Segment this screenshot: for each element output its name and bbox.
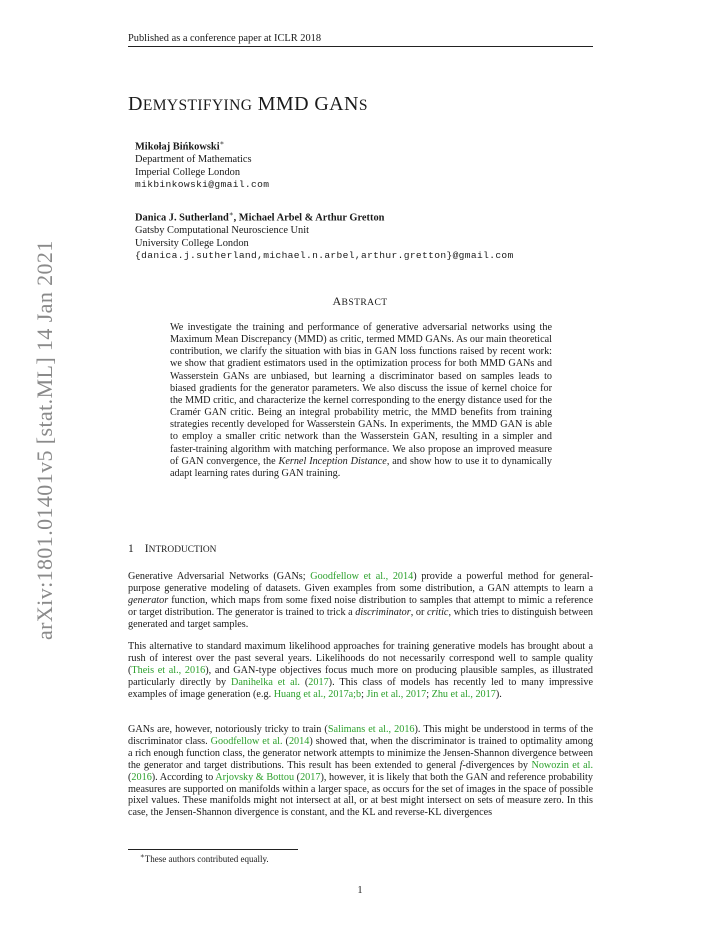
author-name: Danica J. Sutherland xyxy=(135,212,229,224)
abstract-heading-initial: A xyxy=(332,294,342,308)
citation-link[interactable]: Salimans et al., 2016 xyxy=(327,724,415,735)
author-footnote-mark: ∗ xyxy=(219,139,225,147)
citation-link[interactable]: Huang et al., 2017a;b xyxy=(273,688,362,700)
text-span: ( xyxy=(294,771,301,783)
author-affiliation: Imperial College London xyxy=(135,166,241,178)
author-email: mikbinkowski@gmail.com xyxy=(135,179,270,191)
text-span: function, which maps from some fixed noise distribution to samples that attempt to mimic a reference or target distribution. The generator is trained to trick a xyxy=(128,594,593,618)
intro-paragraph-2 xyxy=(128,641,593,701)
footnote-text: These authors contributed equally. xyxy=(144,854,269,864)
citation-link[interactable]: Danihelka et al. xyxy=(231,676,300,688)
title-smallcaps: EMYSTIFYING xyxy=(142,97,253,114)
italic-term: critic xyxy=(426,606,449,618)
citation-link[interactable]: Nowozin et al. xyxy=(531,759,594,771)
author-footnote-mark: ∗ xyxy=(228,210,234,218)
text-span: This alternative to standard maximum likelihood approaches for training generative models has brought about a rush of interest over the past several years. Likelihoods do not necessarily correspond well to sample quality ( xyxy=(128,641,593,676)
paper-title xyxy=(128,93,368,116)
text-span: -divergences by xyxy=(462,759,532,771)
citation-link[interactable]: Zhu et al., 2017 xyxy=(431,688,496,700)
abstract-heading xyxy=(0,294,720,309)
author-email: {danica.j.sutherland,michael.n.arbel,arthur.gretton}@gmail.com xyxy=(135,250,514,262)
footnote xyxy=(140,852,269,864)
author-names-rest: , Michael Arbel & Arthur Gretton xyxy=(233,212,385,224)
text-span: ), and GAN-type objectives focus much more on producing plausible samples, as illustrated particularly directly by xyxy=(128,664,593,688)
abstract-main: We investigate the training and performance of generative adversarial networks using the Maximum Mean Discrepancy (MMD) as critic, termed MMD GANs. As our main theoretical contribution, we clarify the situation with bias in GAN loss functions raised by recent work: we show that gradient estimators used in the optimization process for both MMD GANs and Wasserstein GANs are unbiased, but learning a discriminator based on samples leads to biased gradients for the generator parameters. We also discuss the issue of kernel choice for the MMD critic, and characterize the kernel corresponding to the energy distance used for the Cramér GAN critic. Being an integral probability metric, the MMD benefits from training strategies recently developed for Wasserstein GANs. In experiments, the MMD GAN is able to employ a smaller critic network than the Wasserstein GAN, resulting in a simpler and faster-training algorithm with matching performance. We also propose an improved measure of GAN convergence, the xyxy=(170,322,552,467)
text-span: ( xyxy=(128,771,132,783)
citation-link[interactable]: 2014 xyxy=(288,735,310,747)
title-tail: S xyxy=(358,97,368,114)
section-heading-rest: NTRODUCTION xyxy=(148,545,217,555)
text-span: ; xyxy=(426,688,432,700)
intro-paragraph-3 xyxy=(128,724,593,819)
text-span: ) showed that, when the discriminator is trained to optimality among a rich enough function class, the generator network attempts to minimize the Jensen-Shannon divergence between the generator and target distributions. This result has been extended to general xyxy=(128,735,593,771)
text-span: ). This might be understood in terms of the discriminator class. xyxy=(128,724,593,747)
author-name: Mikołaj Bińkowski xyxy=(135,141,220,153)
text-span: ( xyxy=(299,676,309,688)
citation-link[interactable]: Theis et al., 2016 xyxy=(131,664,206,676)
author-affiliation: Gatsby Computational Neuroscience Unit xyxy=(135,225,310,237)
footnote-mark: ∗ xyxy=(140,852,145,860)
citation-link[interactable]: 2017 xyxy=(300,771,321,783)
abstract-end: , and show how to use it to dynamically adapt learning rates during GAN training. xyxy=(170,455,552,479)
text-span: Generative Adversarial Networks (GANs; xyxy=(128,571,311,582)
text-span: ; xyxy=(361,688,367,700)
text-span: ), however, it is likely that both the GAN and reference probability measures are supported on manifolds within a larger space, as occurs for the set of images in the space of possible pixel values. These manifolds might not intersect at all, or at best might intersect on sets of measure zero. In this case, the Jensen-Shannon divergence is constant, and the KL and reverse-KL divergences xyxy=(128,771,593,819)
text-span: ) provide a powerful method for general-purpose generative modeling of datasets. Given examples from some distribution, a GAN attempts to learn a xyxy=(128,571,593,594)
intro-paragraph-1 xyxy=(128,571,593,631)
citation-link[interactable]: 2016 xyxy=(131,771,152,783)
section-heading-initial: I xyxy=(144,542,149,555)
italic-term: discriminator xyxy=(355,606,411,618)
section-number: 1 xyxy=(128,542,134,555)
text-span: ). This class of models has recently led to many impressive examples of image generation (e.g. xyxy=(128,676,593,700)
citation-link[interactable]: Arjovsky & Bottou xyxy=(215,771,295,783)
abstract-italic-term: Kernel Inception Distance xyxy=(278,455,387,467)
abstract-text xyxy=(170,322,552,480)
page-number: 1 xyxy=(357,885,363,896)
italic-term: generator xyxy=(128,594,169,606)
author-block-2 xyxy=(135,208,514,263)
text-span: , which tries to distinguish between generated and target samples. xyxy=(128,606,593,630)
title-mmd-gan: MMD GAN xyxy=(252,93,359,115)
section-heading-introduction xyxy=(128,542,216,555)
running-header: Published as a conference paper at ICLR 2018 xyxy=(128,33,593,47)
text-span: ( xyxy=(282,735,289,747)
author-block-1 xyxy=(135,137,269,192)
text-span: GANs are, however, notoriously tricky to train ( xyxy=(128,724,328,735)
title-initial: D xyxy=(128,93,143,115)
text-span: ). According to xyxy=(151,771,216,783)
author-affiliation: Department of Mathematics xyxy=(135,154,252,166)
citation-link[interactable]: Jin et al., 2017 xyxy=(366,688,427,700)
citation-link[interactable]: Goodfellow et al., 2014 xyxy=(310,571,414,582)
footnote-divider xyxy=(128,849,298,850)
italic-term: f xyxy=(459,759,463,771)
citation-link[interactable]: 2017 xyxy=(308,676,329,688)
citation-link[interactable]: Goodfellow et al. xyxy=(210,735,283,747)
arxiv-identifier[interactable]: arXiv:1801.01401v5 [stat.ML] 14 Jan 2021 xyxy=(32,240,57,640)
author-affiliation: University College London xyxy=(135,237,249,249)
abstract-heading-rest: BSTRACT xyxy=(341,297,388,308)
text-span: ). xyxy=(495,688,502,700)
text-span: , or xyxy=(410,606,427,618)
